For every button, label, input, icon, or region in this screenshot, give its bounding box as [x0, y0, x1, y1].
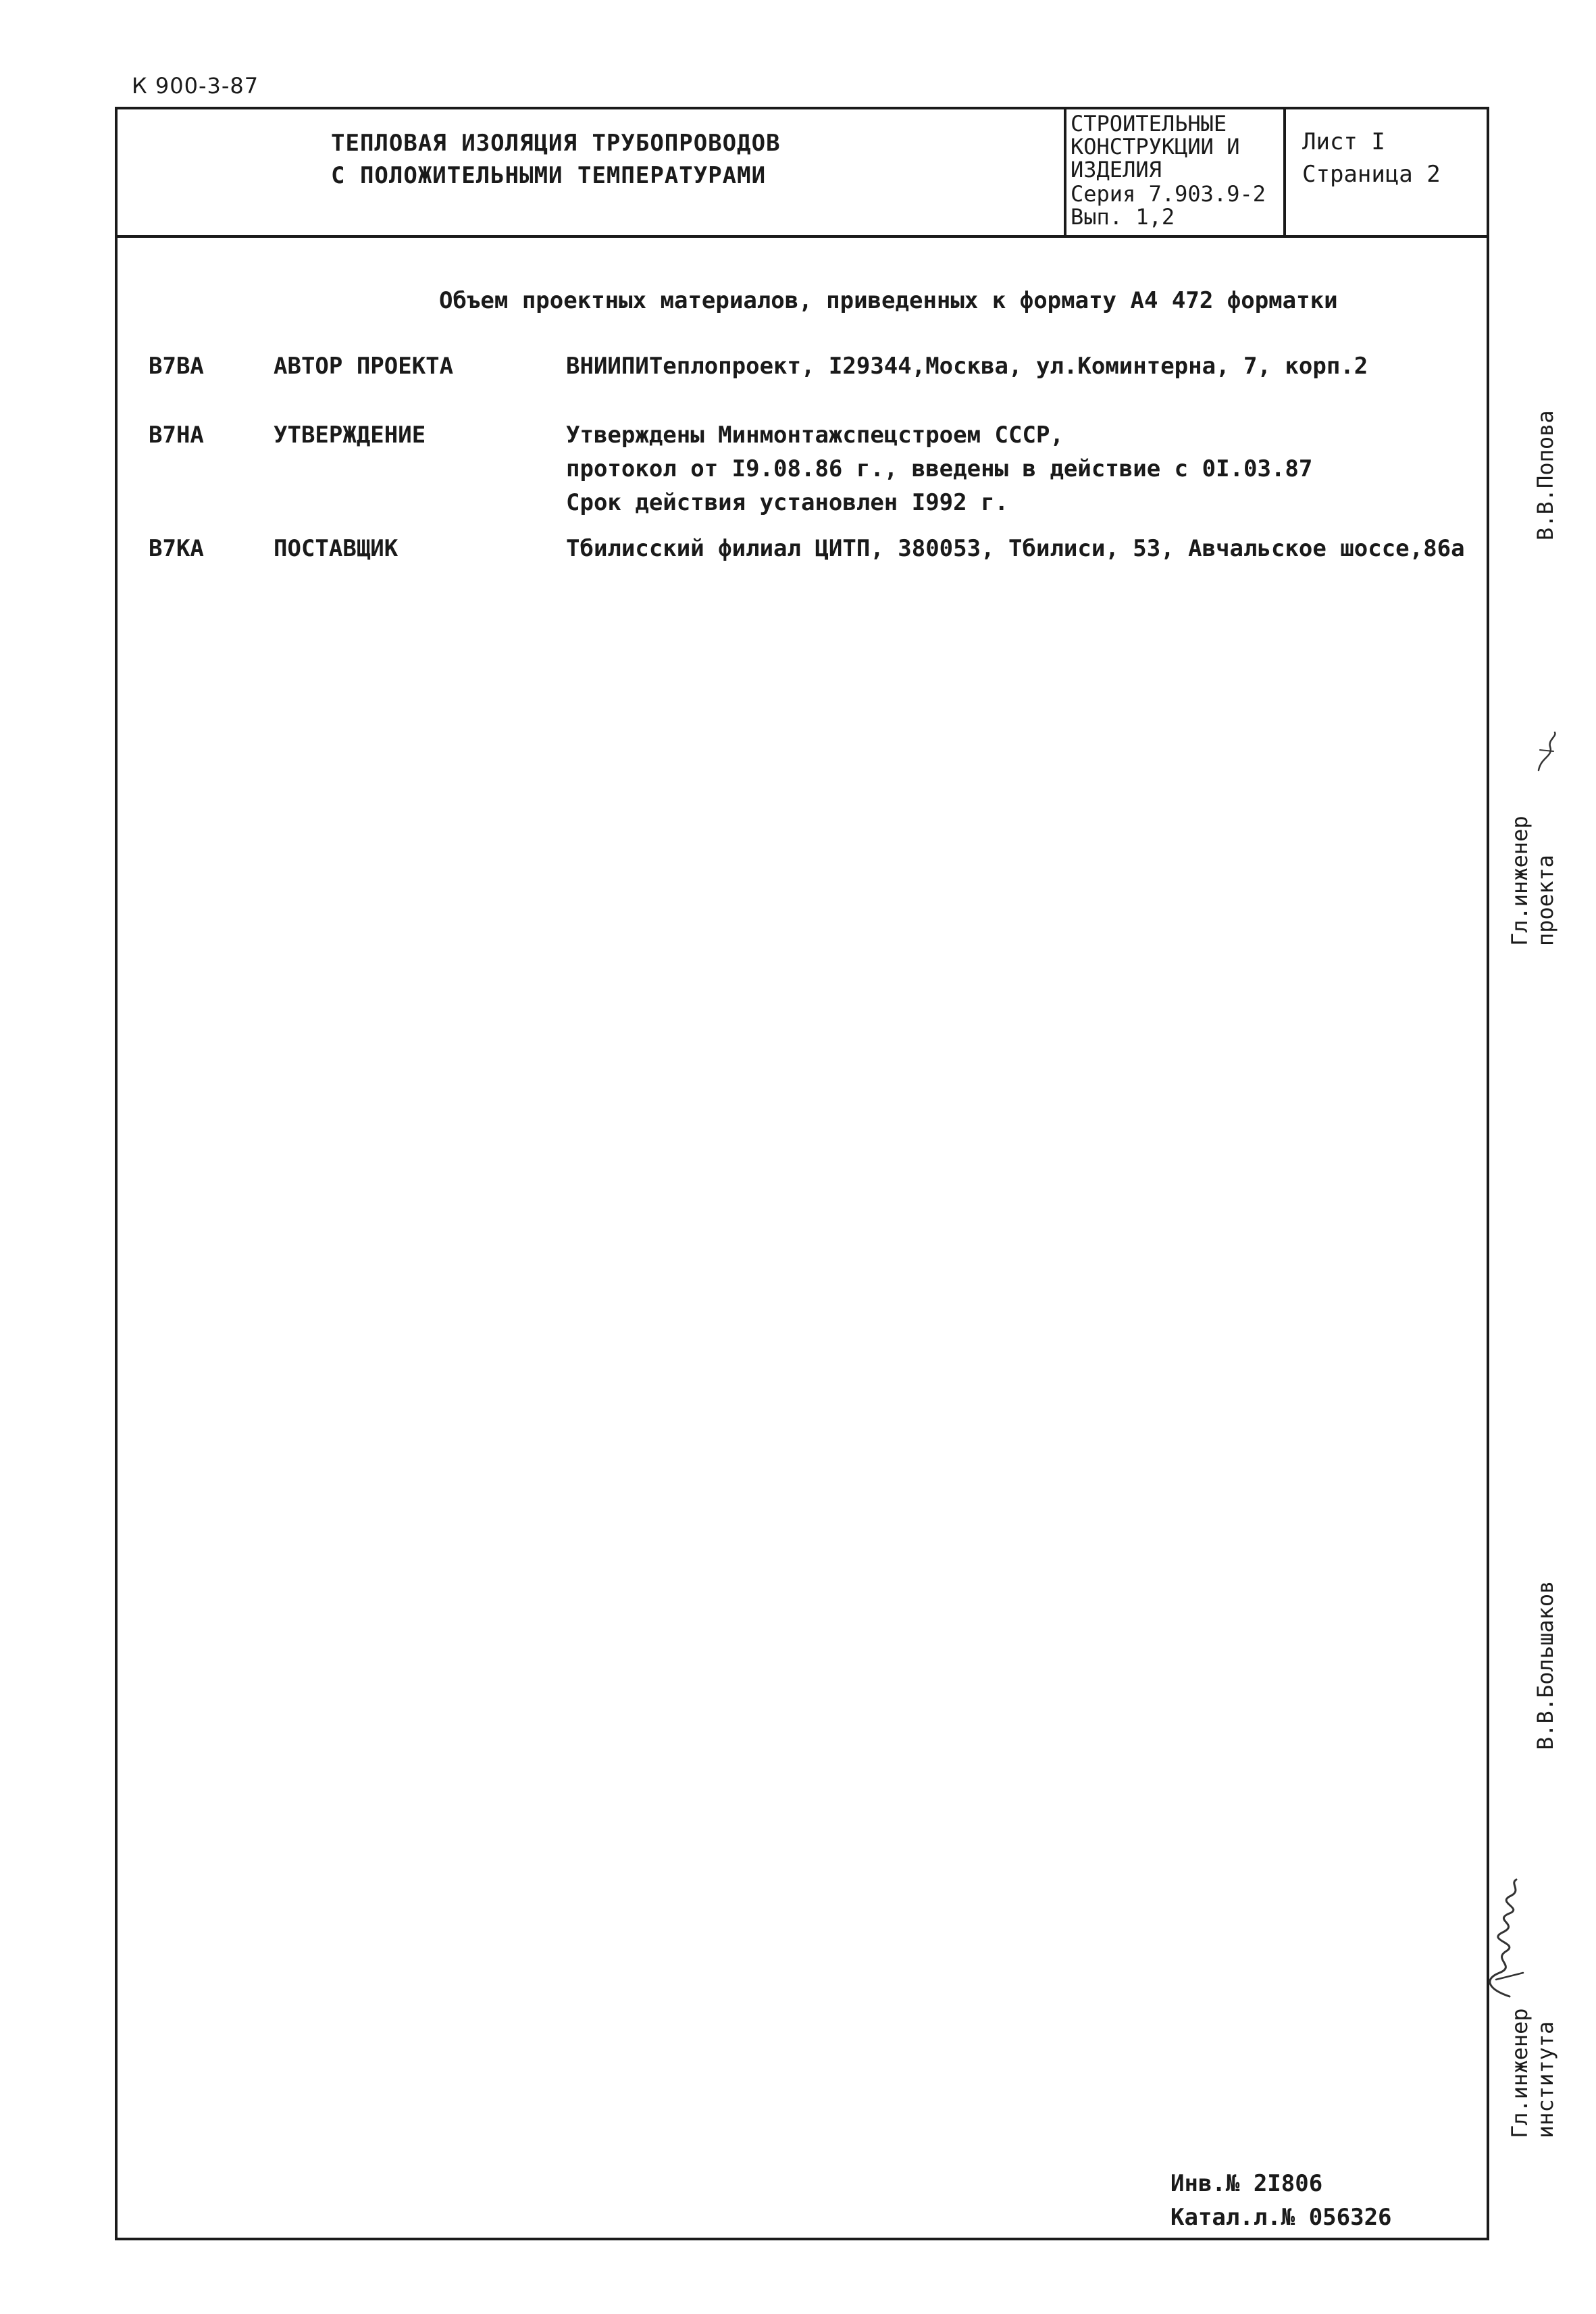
volume-note: Объем проектных материалов, приведенных к формату А4 472 форматки	[439, 287, 1338, 314]
row-label: ПОСТАВЩИК	[274, 535, 398, 562]
series-line: КОНСТРУКЦИИ И	[1071, 134, 1240, 159]
chief-project-engineer-stamp-line2: проекта	[1533, 855, 1558, 946]
series-number: Серия 7.903.9-2	[1071, 181, 1266, 207]
series-line: ИЗДЕЛИЯ	[1071, 157, 1162, 182]
page-number: Страница 2	[1302, 161, 1441, 188]
row-value: Тбилисский филиал ЦИТП, 380053, Тбилиси, 53, Авчальское шоссе,86а	[566, 535, 1465, 562]
row-value: Утверждены Минмонтажспецстроем СССР,	[566, 422, 1064, 449]
row-code: В7КА	[149, 535, 204, 562]
row-code: В7НА	[149, 422, 204, 449]
document-code: К 900-3-87	[132, 73, 259, 99]
header-title-line1: ТЕПЛОВАЯ ИЗОЛЯЦИЯ ТРУБОПРОВОДОВ	[331, 130, 781, 157]
row-label: АВТОР ПРОЕКТА	[274, 353, 454, 380]
chief-project-engineer-stamp-line1: Гл.инженер	[1507, 815, 1533, 946]
header-column-divider-2	[1283, 107, 1286, 236]
signature-image	[1469, 1878, 1537, 2000]
chief-institute-engineer-stamp-line1: Гл.инженер	[1507, 2008, 1533, 2138]
series-issue: Вып. 1,2	[1071, 204, 1175, 230]
author-name-stamp: В.В.Попова	[1533, 410, 1558, 540]
catalog-number: Катал.л.№ 056326	[1170, 2204, 1392, 2231]
row-code: В7ВА	[149, 353, 204, 380]
initials-mark	[1533, 730, 1560, 777]
series-line: СТРОИТЕЛЬНЫЕ	[1071, 111, 1227, 136]
header-title-line2: С ПОЛОЖИТЕЛЬНЫМИ ТЕМПЕРАТУРАМИ	[331, 162, 767, 189]
header-column-divider-1	[1064, 107, 1066, 236]
chief-institute-engineer-stamp-line2: института	[1533, 2021, 1558, 2138]
inventory-number: Инв.№ 2I806	[1170, 2170, 1323, 2197]
row-value: ВНИИПИТеплопроект, I29344,Москва, ул.Коминтерна, 7, корп.2	[566, 353, 1368, 380]
row-label: УТВЕРЖДЕНИЕ	[274, 422, 426, 449]
row-value: протокол от I9.08.86 г., введены в действие с 0I.03.87	[566, 455, 1313, 482]
sheet-number: Лист I	[1302, 128, 1385, 155]
row-value: Срок действия установлен I992 г.	[566, 489, 1009, 516]
chief-institute-engineer-name: В.В.Большаков	[1533, 1580, 1558, 1750]
